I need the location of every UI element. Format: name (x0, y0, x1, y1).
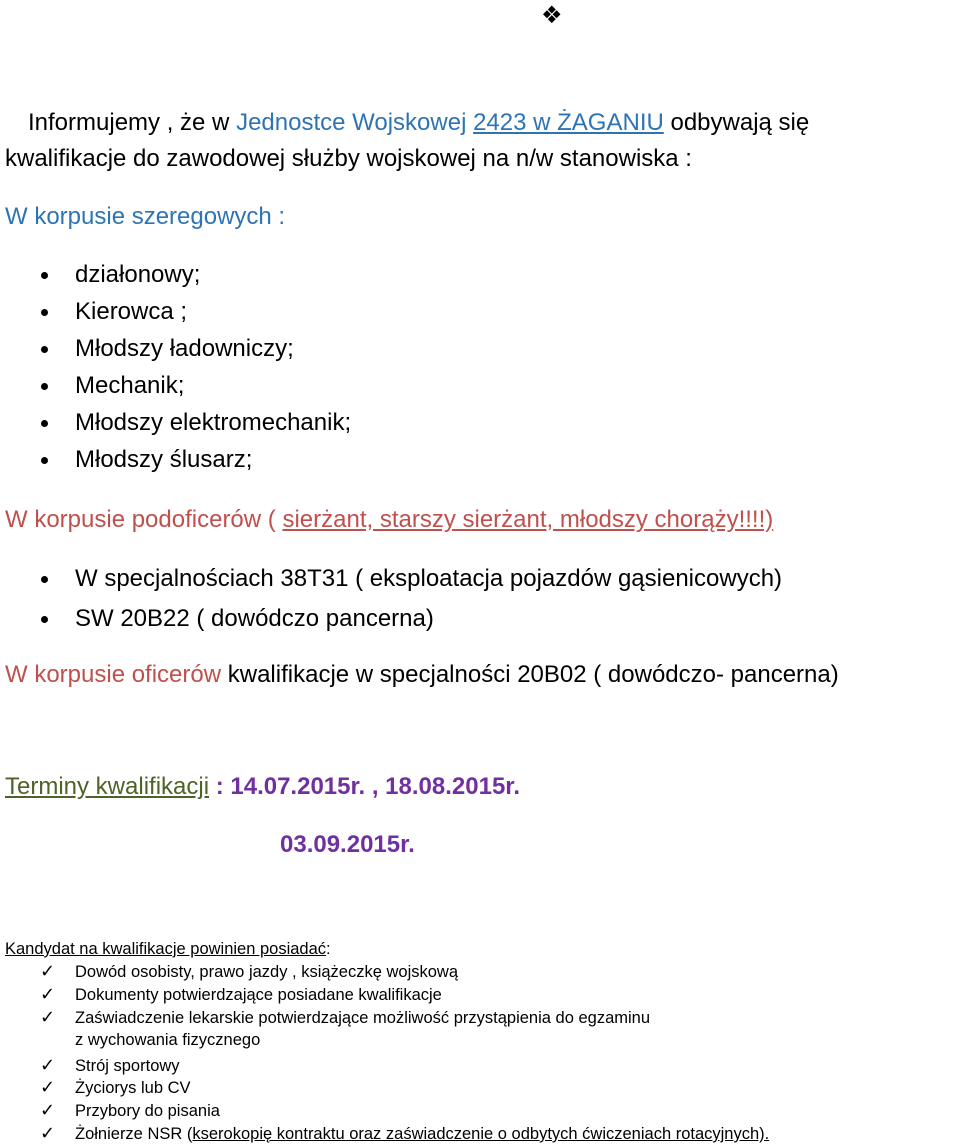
terms-label: Terminy kwalifikacji (5, 773, 210, 800)
nco-item: SW 20B22 ( dowódczo pancerna) (75, 605, 434, 632)
bullet-icon (41, 346, 48, 353)
officers-text: kwalifikacje w specjalności 20B02 ( dowódczo- pancerna) (221, 661, 839, 688)
bullet-icon (41, 420, 48, 427)
requirement-item: Dowód osobisty, prawo jazdy , książeczkę wojskową (75, 963, 459, 981)
terms-dates-1: 14.07.2015r. , 18.08.2015r. (230, 773, 520, 800)
terms-dates-2: 03.09.2015r. (280, 831, 415, 858)
check-icon: ✓ (40, 1077, 56, 1098)
nco-heading (5, 505, 773, 535)
check-icon: ✓ (40, 1100, 56, 1121)
privates-item: Młodszy ślusarz; (75, 446, 253, 473)
officers-line (5, 660, 839, 690)
officers-heading: W korpusie oficerów (5, 661, 222, 688)
privates-item: Mechanik; (75, 372, 185, 399)
bullet-icon (41, 272, 48, 279)
unit-number: 2423 w ŻAGANIU (473, 109, 664, 136)
check-icon: ✓ (40, 1055, 56, 1076)
terms-line (5, 772, 520, 802)
intro-text-1: Informujemy , że w (28, 109, 237, 136)
bullet-icon (41, 309, 48, 316)
requirements-heading: Kandydat na kwalifikacje powinien posiadać (5, 940, 327, 958)
requirements-colon: : (326, 940, 331, 958)
requirements-heading-line (5, 938, 331, 960)
privates-item: Młodszy ładowniczy; (75, 335, 294, 362)
bullet-icon (41, 576, 48, 583)
check-icon: ✓ (40, 984, 56, 1005)
check-icon: ✓ (40, 961, 56, 982)
bullet-icon (41, 383, 48, 390)
nco-ranks: sierżant, starszy sierżant, młodszy chorąży!!!!) (282, 506, 774, 533)
unit-name: Jednostce Wojskowej (236, 109, 467, 136)
intro-line-2: kwalifikacje do zawodowej służby wojskowej na n/w stanowiska : (5, 145, 692, 172)
requirement-item-continuation: z wychowania fizycznego (75, 1031, 261, 1049)
requirement-item-nsr (75, 1123, 769, 1145)
requirement-item: Dokumenty potwierdzające posiadane kwalifikacje (75, 986, 442, 1004)
nco-item: W specjalnościach 38T31 ( eksploatacja pojazdów gąsienicowych) (75, 565, 783, 592)
requirement-item: Życiorys lub CV (75, 1079, 191, 1097)
nsr-prefix: Żołnierze NSR ( (75, 1125, 193, 1143)
ornament-icon: ❖ (541, 1, 563, 29)
requirement-item: Przybory do pisania (75, 1102, 220, 1120)
bullet-icon (41, 457, 48, 464)
requirement-item: Zaświadczenie lekarskie potwierdzające możliwość przystąpienia do egzaminu (75, 1009, 651, 1027)
intro-line-1 (28, 108, 809, 138)
nco-heading-text: W korpusie podoficerów ( (5, 506, 283, 533)
privates-heading: W korpusie szeregowych : (5, 203, 286, 230)
intro-text-2: odbywają się (663, 109, 810, 136)
privates-item: działonowy; (75, 261, 201, 288)
nsr-details: kserokopię kontraktu oraz zaświadczenie o odbytych ćwiczeniach rotacyjnych). (192, 1125, 770, 1143)
check-icon: ✓ (40, 1007, 56, 1028)
terms-colon: : (209, 773, 231, 800)
privates-item: Kierowca ; (75, 298, 188, 325)
privates-item: Młodszy elektromechanik; (75, 409, 352, 436)
bullet-icon (41, 616, 48, 623)
requirement-item: Strój sportowy (75, 1057, 180, 1075)
check-icon: ✓ (40, 1123, 56, 1144)
